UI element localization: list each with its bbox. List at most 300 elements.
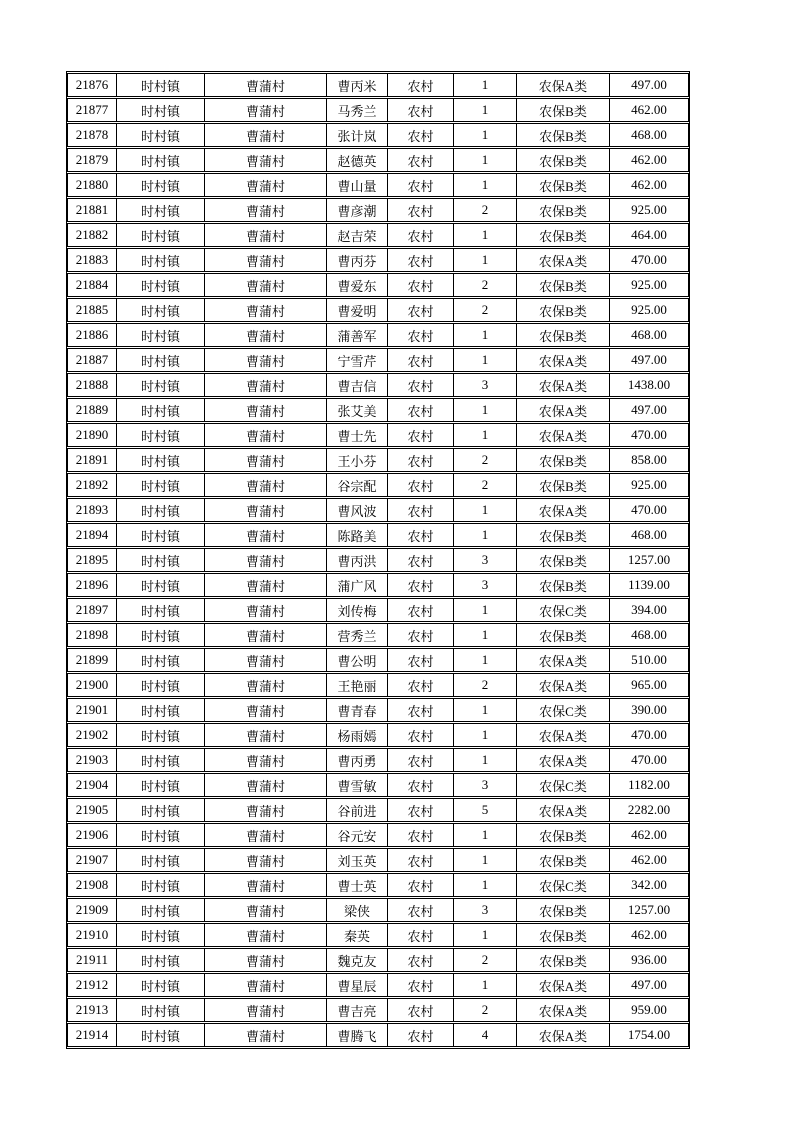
- cell-insurance-category: 农保A类: [517, 998, 610, 1022]
- cell-town: 时村镇: [117, 223, 205, 247]
- cell-town: 时村镇: [117, 148, 205, 172]
- cell-insurance-category: 农保B类: [517, 273, 610, 297]
- cell-town: 时村镇: [117, 973, 205, 997]
- cell-town: 时村镇: [117, 823, 205, 847]
- table-row: [67, 723, 689, 747]
- cell-residence-type: 农村: [388, 848, 454, 872]
- cell-amount: 462.00: [610, 923, 689, 947]
- cell-insurance-category: 农保A类: [517, 348, 610, 372]
- cell-village: 曹蒲村: [205, 773, 327, 797]
- cell-insurance-category: 农保B类: [517, 223, 610, 247]
- cell-amount: 1257.00: [610, 548, 689, 572]
- table-row: [67, 448, 689, 472]
- cell-name: 曹爱东: [327, 273, 388, 297]
- cell-town: 时村镇: [117, 398, 205, 422]
- table-row: [67, 923, 689, 947]
- cell-serial-no: 21902: [67, 723, 117, 747]
- cell-village: 曹蒲村: [205, 198, 327, 222]
- cell-residence-type: 农村: [388, 998, 454, 1022]
- cell-insurance-category: 农保C类: [517, 698, 610, 722]
- cell-village: 曹蒲村: [205, 523, 327, 547]
- cell-name: 谷宗配: [327, 473, 388, 497]
- cell-town: 时村镇: [117, 373, 205, 397]
- cell-residence-type: 农村: [388, 598, 454, 622]
- cell-amount: 470.00: [610, 723, 689, 747]
- cell-town: 时村镇: [117, 798, 205, 822]
- cell-residence-type: 农村: [388, 173, 454, 197]
- cell-town: 时村镇: [117, 673, 205, 697]
- cell-town: 时村镇: [117, 123, 205, 147]
- cell-village: 曹蒲村: [205, 473, 327, 497]
- cell-name: 梁侠: [327, 898, 388, 922]
- cell-serial-no: 21913: [67, 998, 117, 1022]
- table-row: [67, 623, 689, 647]
- cell-town: 时村镇: [117, 323, 205, 347]
- cell-amount: 462.00: [610, 148, 689, 172]
- cell-amount: 468.00: [610, 623, 689, 647]
- cell-person-count: 2: [454, 273, 517, 297]
- table-row: [67, 373, 689, 397]
- table-row: [67, 773, 689, 797]
- cell-person-count: 1: [454, 848, 517, 872]
- cell-village: 曹蒲村: [205, 323, 327, 347]
- cell-amount: 470.00: [610, 248, 689, 272]
- cell-town: 时村镇: [117, 298, 205, 322]
- cell-residence-type: 农村: [388, 623, 454, 647]
- cell-serial-no: 21908: [67, 873, 117, 897]
- cell-name: 曹公明: [327, 648, 388, 672]
- cell-person-count: 1: [454, 248, 517, 272]
- cell-town: 时村镇: [117, 773, 205, 797]
- benefit-table: [66, 71, 690, 1049]
- cell-serial-no: 21881: [67, 198, 117, 222]
- cell-village: 曹蒲村: [205, 748, 327, 772]
- table-row: [67, 998, 689, 1022]
- cell-village: 曹蒲村: [205, 723, 327, 747]
- cell-amount: 464.00: [610, 223, 689, 247]
- table-row: [67, 98, 689, 122]
- cell-person-count: 1: [454, 648, 517, 672]
- cell-residence-type: 农村: [388, 698, 454, 722]
- cell-insurance-category: 农保B类: [517, 98, 610, 122]
- cell-name: 曹山量: [327, 173, 388, 197]
- cell-town: 时村镇: [117, 448, 205, 472]
- cell-residence-type: 农村: [388, 123, 454, 147]
- cell-insurance-category: 农保A类: [517, 73, 610, 97]
- cell-serial-no: 21898: [67, 623, 117, 647]
- cell-residence-type: 农村: [388, 573, 454, 597]
- cell-residence-type: 农村: [388, 273, 454, 297]
- cell-town: 时村镇: [117, 73, 205, 97]
- cell-village: 曹蒲村: [205, 623, 327, 647]
- cell-serial-no: 21882: [67, 223, 117, 247]
- cell-person-count: 1: [454, 173, 517, 197]
- cell-amount: 468.00: [610, 123, 689, 147]
- cell-residence-type: 农村: [388, 498, 454, 522]
- table-row: [67, 1023, 689, 1047]
- cell-person-count: 3: [454, 373, 517, 397]
- cell-name: 张计岚: [327, 123, 388, 147]
- cell-amount: 497.00: [610, 398, 689, 422]
- cell-residence-type: 农村: [388, 548, 454, 572]
- cell-name: 曹士英: [327, 873, 388, 897]
- cell-village: 曹蒲村: [205, 998, 327, 1022]
- cell-serial-no: 21876: [67, 73, 117, 97]
- cell-amount: 468.00: [610, 523, 689, 547]
- cell-residence-type: 农村: [388, 348, 454, 372]
- cell-village: 曹蒲村: [205, 923, 327, 947]
- cell-amount: 925.00: [610, 473, 689, 497]
- cell-serial-no: 21896: [67, 573, 117, 597]
- cell-town: 时村镇: [117, 98, 205, 122]
- table-row: [67, 823, 689, 847]
- cell-village: 曹蒲村: [205, 698, 327, 722]
- cell-village: 曹蒲村: [205, 848, 327, 872]
- cell-town: 时村镇: [117, 273, 205, 297]
- cell-name: 刘传梅: [327, 598, 388, 622]
- cell-name: 营秀兰: [327, 623, 388, 647]
- cell-village: 曹蒲村: [205, 598, 327, 622]
- cell-insurance-category: 农保B类: [517, 848, 610, 872]
- cell-village: 曹蒲村: [205, 898, 327, 922]
- cell-name: 曹爱明: [327, 298, 388, 322]
- cell-person-count: 4: [454, 1023, 517, 1047]
- cell-village: 曹蒲村: [205, 973, 327, 997]
- cell-village: 曹蒲村: [205, 423, 327, 447]
- cell-amount: 470.00: [610, 498, 689, 522]
- cell-residence-type: 农村: [388, 298, 454, 322]
- cell-residence-type: 农村: [388, 798, 454, 822]
- cell-village: 曹蒲村: [205, 298, 327, 322]
- cell-town: 时村镇: [117, 598, 205, 622]
- cell-person-count: 1: [454, 748, 517, 772]
- cell-amount: 925.00: [610, 273, 689, 297]
- cell-serial-no: 21890: [67, 423, 117, 447]
- cell-residence-type: 农村: [388, 973, 454, 997]
- cell-serial-no: 21894: [67, 523, 117, 547]
- cell-person-count: 1: [454, 223, 517, 247]
- cell-person-count: 1: [454, 98, 517, 122]
- cell-insurance-category: 农保B类: [517, 448, 610, 472]
- table-row: [67, 973, 689, 997]
- cell-person-count: 2: [454, 298, 517, 322]
- cell-town: 时村镇: [117, 348, 205, 372]
- cell-serial-no: 21887: [67, 348, 117, 372]
- table-row: [67, 323, 689, 347]
- cell-serial-no: 21878: [67, 123, 117, 147]
- cell-name: 刘玉英: [327, 848, 388, 872]
- table-row: [67, 423, 689, 447]
- cell-town: 时村镇: [117, 198, 205, 222]
- cell-amount: 462.00: [610, 173, 689, 197]
- cell-insurance-category: 农保C类: [517, 598, 610, 622]
- cell-name: 王小芬: [327, 448, 388, 472]
- cell-insurance-category: 农保B类: [517, 623, 610, 647]
- cell-town: 时村镇: [117, 648, 205, 672]
- table-row: [67, 498, 689, 522]
- cell-serial-no: 21880: [67, 173, 117, 197]
- cell-insurance-category: 农保A类: [517, 498, 610, 522]
- cell-person-count: 3: [454, 548, 517, 572]
- cell-name: 蒲善军: [327, 323, 388, 347]
- cell-insurance-category: 农保B类: [517, 923, 610, 947]
- cell-village: 曹蒲村: [205, 123, 327, 147]
- cell-town: 时村镇: [117, 573, 205, 597]
- cell-person-count: 1: [454, 498, 517, 522]
- cell-amount: 462.00: [610, 823, 689, 847]
- cell-town: 时村镇: [117, 623, 205, 647]
- cell-name: 曹星辰: [327, 973, 388, 997]
- cell-person-count: 3: [454, 573, 517, 597]
- cell-person-count: 2: [454, 198, 517, 222]
- cell-serial-no: 21901: [67, 698, 117, 722]
- cell-village: 曹蒲村: [205, 823, 327, 847]
- cell-amount: 342.00: [610, 873, 689, 897]
- cell-amount: 925.00: [610, 198, 689, 222]
- table-row: [67, 548, 689, 572]
- cell-amount: 497.00: [610, 348, 689, 372]
- cell-village: 曹蒲村: [205, 673, 327, 697]
- cell-amount: 497.00: [610, 73, 689, 97]
- cell-insurance-category: 农保B类: [517, 148, 610, 172]
- cell-name: 曹雪敏: [327, 773, 388, 797]
- cell-town: 时村镇: [117, 423, 205, 447]
- cell-amount: 936.00: [610, 948, 689, 972]
- cell-serial-no: 21912: [67, 973, 117, 997]
- cell-person-count: 1: [454, 398, 517, 422]
- cell-residence-type: 农村: [388, 1023, 454, 1047]
- cell-amount: 1257.00: [610, 898, 689, 922]
- cell-name: 宁雪芹: [327, 348, 388, 372]
- cell-name: 魏克友: [327, 948, 388, 972]
- cell-village: 曹蒲村: [205, 498, 327, 522]
- table-row: [67, 873, 689, 897]
- cell-residence-type: 农村: [388, 98, 454, 122]
- cell-insurance-category: 农保B类: [517, 473, 610, 497]
- cell-name: 杨雨嫣: [327, 723, 388, 747]
- cell-person-count: 1: [454, 823, 517, 847]
- cell-serial-no: 21900: [67, 673, 117, 697]
- cell-amount: 2282.00: [610, 798, 689, 822]
- cell-insurance-category: 农保A类: [517, 398, 610, 422]
- cell-person-count: 1: [454, 423, 517, 447]
- cell-town: 时村镇: [117, 548, 205, 572]
- cell-village: 曹蒲村: [205, 173, 327, 197]
- cell-residence-type: 农村: [388, 223, 454, 247]
- cell-serial-no: 21914: [67, 1023, 117, 1047]
- cell-insurance-category: 农保A类: [517, 423, 610, 447]
- cell-serial-no: 21895: [67, 548, 117, 572]
- cell-amount: 925.00: [610, 298, 689, 322]
- table-row: [67, 398, 689, 422]
- cell-person-count: 1: [454, 148, 517, 172]
- cell-residence-type: 农村: [388, 198, 454, 222]
- cell-residence-type: 农村: [388, 898, 454, 922]
- cell-name: 曹吉信: [327, 373, 388, 397]
- cell-village: 曹蒲村: [205, 373, 327, 397]
- table-row: [67, 223, 689, 247]
- cell-village: 曹蒲村: [205, 548, 327, 572]
- cell-serial-no: 21911: [67, 948, 117, 972]
- cell-person-count: 2: [454, 673, 517, 697]
- cell-person-count: 1: [454, 323, 517, 347]
- cell-village: 曹蒲村: [205, 873, 327, 897]
- cell-residence-type: 农村: [388, 448, 454, 472]
- cell-name: 蒲广风: [327, 573, 388, 597]
- cell-town: 时村镇: [117, 748, 205, 772]
- cell-amount: 462.00: [610, 98, 689, 122]
- cell-serial-no: 21886: [67, 323, 117, 347]
- cell-village: 曹蒲村: [205, 223, 327, 247]
- cell-name: 曹吉亮: [327, 998, 388, 1022]
- cell-village: 曹蒲村: [205, 248, 327, 272]
- cell-serial-no: 21891: [67, 448, 117, 472]
- cell-village: 曹蒲村: [205, 573, 327, 597]
- cell-insurance-category: 农保B类: [517, 323, 610, 347]
- cell-residence-type: 农村: [388, 873, 454, 897]
- table-row: [67, 198, 689, 222]
- cell-name: 赵德英: [327, 148, 388, 172]
- cell-serial-no: 21910: [67, 923, 117, 947]
- table-row: [67, 348, 689, 372]
- table-row: [67, 948, 689, 972]
- cell-insurance-category: 农保A类: [517, 248, 610, 272]
- cell-serial-no: 21893: [67, 498, 117, 522]
- cell-residence-type: 农村: [388, 748, 454, 772]
- cell-town: 时村镇: [117, 173, 205, 197]
- cell-person-count: 1: [454, 73, 517, 97]
- cell-town: 时村镇: [117, 998, 205, 1022]
- cell-name: 谷元安: [327, 823, 388, 847]
- cell-residence-type: 农村: [388, 473, 454, 497]
- table-row: [67, 173, 689, 197]
- table-row: [67, 148, 689, 172]
- cell-person-count: 1: [454, 723, 517, 747]
- cell-person-count: 2: [454, 448, 517, 472]
- cell-serial-no: 21885: [67, 298, 117, 322]
- cell-amount: 462.00: [610, 848, 689, 872]
- table-row: [67, 298, 689, 322]
- cell-serial-no: 21903: [67, 748, 117, 772]
- cell-serial-no: 21884: [67, 273, 117, 297]
- table-row: [67, 73, 689, 97]
- cell-village: 曹蒲村: [205, 273, 327, 297]
- cell-person-count: 1: [454, 348, 517, 372]
- cell-village: 曹蒲村: [205, 148, 327, 172]
- cell-residence-type: 农村: [388, 723, 454, 747]
- cell-insurance-category: 农保A类: [517, 673, 610, 697]
- table-row: [67, 248, 689, 272]
- cell-amount: 1139.00: [610, 573, 689, 597]
- table-row: [67, 573, 689, 597]
- cell-insurance-category: 农保B类: [517, 173, 610, 197]
- cell-serial-no: 21892: [67, 473, 117, 497]
- cell-amount: 959.00: [610, 998, 689, 1022]
- cell-serial-no: 21877: [67, 98, 117, 122]
- cell-amount: 1182.00: [610, 773, 689, 797]
- cell-residence-type: 农村: [388, 148, 454, 172]
- cell-insurance-category: 农保C类: [517, 773, 610, 797]
- cell-insurance-category: 农保B类: [517, 898, 610, 922]
- cell-name: 曹丙米: [327, 73, 388, 97]
- cell-town: 时村镇: [117, 698, 205, 722]
- cell-amount: 1438.00: [610, 373, 689, 397]
- cell-amount: 470.00: [610, 748, 689, 772]
- table-row: [67, 598, 689, 622]
- cell-name: 马秀兰: [327, 98, 388, 122]
- table-row: [67, 748, 689, 772]
- cell-amount: 965.00: [610, 673, 689, 697]
- cell-amount: 470.00: [610, 423, 689, 447]
- cell-insurance-category: 农保B类: [517, 823, 610, 847]
- cell-person-count: 5: [454, 798, 517, 822]
- cell-town: 时村镇: [117, 523, 205, 547]
- cell-serial-no: 21907: [67, 848, 117, 872]
- cell-name: 赵吉荣: [327, 223, 388, 247]
- cell-residence-type: 农村: [388, 523, 454, 547]
- cell-town: 时村镇: [117, 848, 205, 872]
- cell-serial-no: 21883: [67, 248, 117, 272]
- cell-amount: 1754.00: [610, 1023, 689, 1047]
- cell-serial-no: 21888: [67, 373, 117, 397]
- cell-town: 时村镇: [117, 898, 205, 922]
- cell-residence-type: 农村: [388, 823, 454, 847]
- cell-name: 曹腾飞: [327, 1023, 388, 1047]
- table-row: [67, 898, 689, 922]
- cell-person-count: 2: [454, 998, 517, 1022]
- cell-insurance-category: 农保B类: [517, 298, 610, 322]
- cell-name: 曹青春: [327, 698, 388, 722]
- cell-person-count: 1: [454, 973, 517, 997]
- cell-person-count: 1: [454, 598, 517, 622]
- cell-village: 曹蒲村: [205, 73, 327, 97]
- cell-amount: 394.00: [610, 598, 689, 622]
- table-row: [67, 648, 689, 672]
- cell-name: 曹风波: [327, 498, 388, 522]
- cell-insurance-category: 农保A类: [517, 373, 610, 397]
- cell-town: 时村镇: [117, 873, 205, 897]
- cell-amount: 858.00: [610, 448, 689, 472]
- cell-name: 曹丙芬: [327, 248, 388, 272]
- cell-residence-type: 农村: [388, 398, 454, 422]
- cell-residence-type: 农村: [388, 773, 454, 797]
- cell-person-count: 2: [454, 948, 517, 972]
- cell-insurance-category: 农保A类: [517, 973, 610, 997]
- cell-town: 时村镇: [117, 923, 205, 947]
- table-row: [67, 473, 689, 497]
- cell-person-count: 2: [454, 473, 517, 497]
- cell-person-count: 1: [454, 698, 517, 722]
- cell-serial-no: 21889: [67, 398, 117, 422]
- cell-amount: 468.00: [610, 323, 689, 347]
- table-row: [67, 798, 689, 822]
- cell-amount: 497.00: [610, 973, 689, 997]
- cell-insurance-category: 农保A类: [517, 798, 610, 822]
- cell-village: 曹蒲村: [205, 648, 327, 672]
- cell-person-count: 1: [454, 873, 517, 897]
- cell-amount: 510.00: [610, 648, 689, 672]
- cell-insurance-category: 农保B类: [517, 123, 610, 147]
- cell-residence-type: 农村: [388, 923, 454, 947]
- cell-insurance-category: 农保A类: [517, 1023, 610, 1047]
- table-row: [67, 523, 689, 547]
- table-body: [67, 73, 689, 1047]
- cell-residence-type: 农村: [388, 948, 454, 972]
- cell-residence-type: 农村: [388, 423, 454, 447]
- cell-person-count: 1: [454, 923, 517, 947]
- cell-village: 曹蒲村: [205, 448, 327, 472]
- cell-insurance-category: 农保A类: [517, 748, 610, 772]
